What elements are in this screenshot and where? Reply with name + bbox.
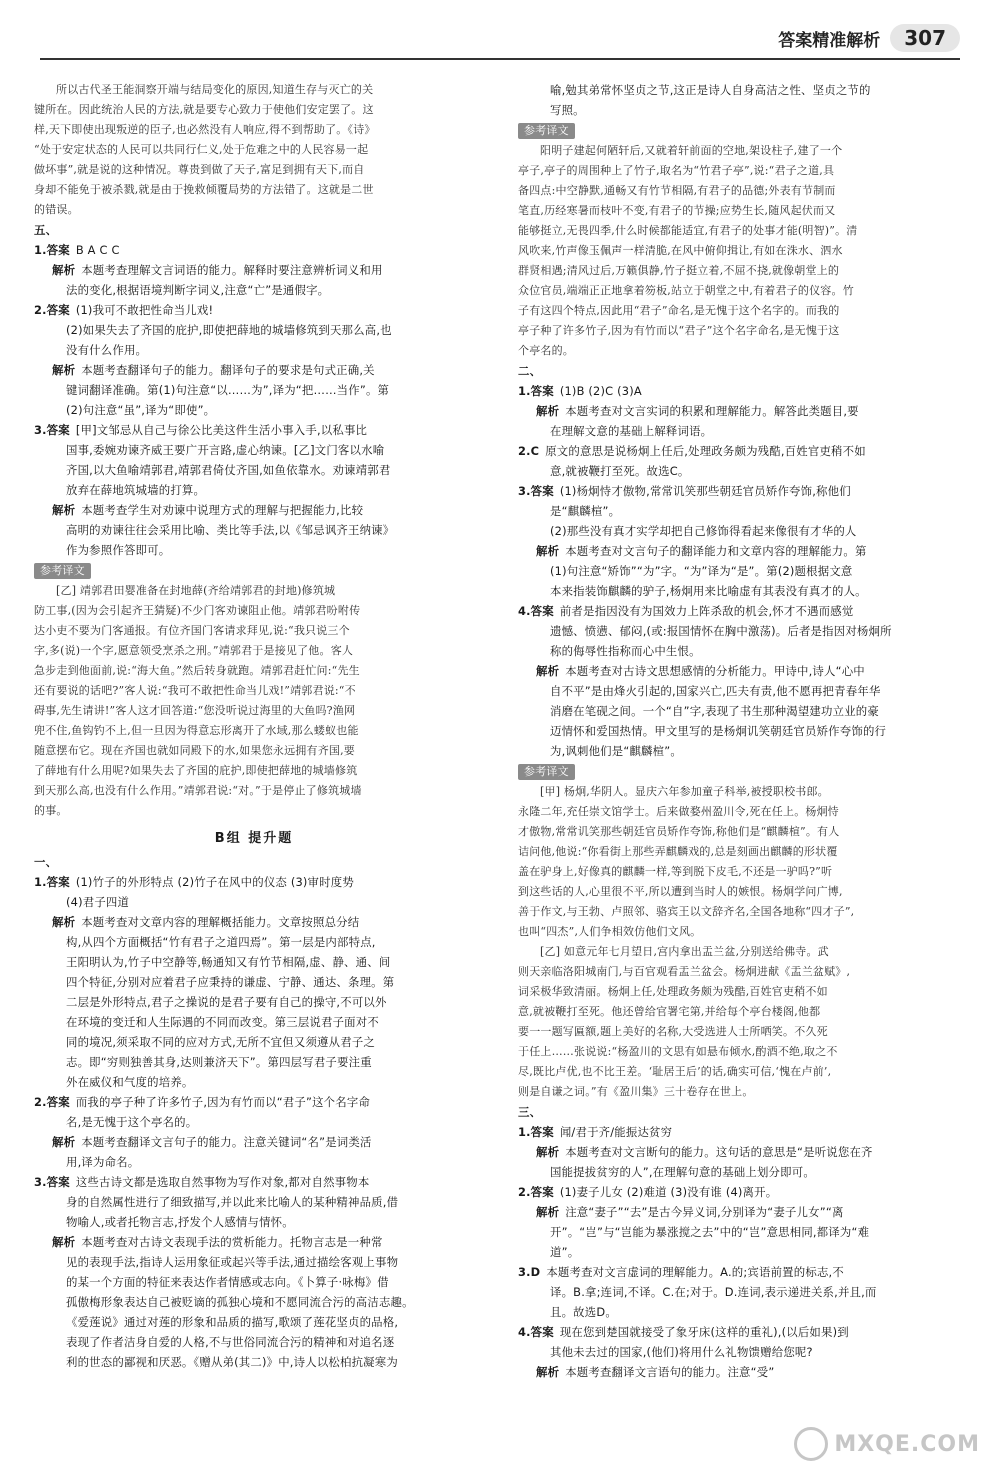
line-text: 前者是指因没有为国效力上阵杀敌的机会,怀才不遇而感觉 [559, 604, 854, 618]
line-text: “处于安定状态的人民可以共同行仁义,处于危难之中的人民容易一起 [34, 143, 369, 156]
text-line [518, 1182, 958, 1202]
line-text: 盖在驴身上,好像真的麒麟一样,等到脱下皮毛,不还是一驴吗?”听 [518, 865, 833, 878]
answer-label: 2.答案 [34, 303, 70, 317]
line-text: 子有这四个特点,因此用“君子”命名,是无愧于这个名字的。而我的 [518, 304, 840, 317]
line-text: 且。故选D。 [550, 1305, 617, 1319]
answer-label: 解析 [52, 263, 76, 277]
text-line [34, 892, 474, 912]
text-line [34, 1352, 474, 1372]
text-line [518, 1102, 958, 1122]
line-text: 阳明子建起何陋轩后,又就着轩前面的空地,架设柱子,建了一个 [540, 144, 843, 157]
line-text: 做坏事”,就是说的这种情况。尊贵到做了天子,富足到拥有天下,而自 [34, 163, 365, 176]
text-line [518, 481, 958, 501]
line-text: (1)B (2)C (3)A [559, 384, 642, 398]
line-text: (1)杨炯恃才傲物,常常讥笑那些朝廷官员矫作夸饰,称他们 [559, 484, 851, 498]
line-text: 键所在。因此统治人民的方法,就是要专心致力于使他们安定罢了。这 [34, 103, 374, 116]
page-number: 307 [890, 24, 960, 52]
text-line [518, 1322, 958, 1342]
line-text: 《爱莲说》通过对莲的形象和品质的描写,歌颂了莲花坚贞的品格, [66, 1315, 399, 1329]
line-text: 要一一题写匾额,题上美好的名称,大受选进人士所哂笑。不久死 [518, 1025, 828, 1038]
text-line [518, 261, 958, 281]
text-line [34, 872, 474, 892]
line-text: 兜不住,鱼钩钓不上,但一旦因为得意忘形离开了水域,那么蝼蚁也能 [34, 724, 359, 737]
answer-label: 3.D [518, 1265, 541, 1279]
text-line [518, 461, 958, 481]
line-text: 的事。 [34, 804, 68, 817]
line-text: 是“麒麟楦”。 [550, 504, 621, 518]
text-line [34, 681, 474, 701]
text-line [34, 781, 474, 801]
text-line [518, 501, 958, 521]
line-text: 到天那么高,也没有什么作用。”靖郭君说:“对。”于是停止了修筑城墙 [34, 784, 362, 797]
line-text: (1)句注意“矫饰”“为”字。“为”译为“是”。第(2)题根据文意 [550, 564, 853, 578]
text-line [518, 361, 958, 381]
text-line [34, 1152, 474, 1172]
answer-label: 2.答案 [518, 1185, 554, 1199]
line-text: 则是自谦之词。”有《盈川集》三十卷存在世上。 [518, 1085, 754, 1098]
line-text: 还有要说的话吧?”客人说:“我可不敢把性命当儿戏!”靖郭君说:“不 [34, 684, 356, 697]
line-text: 备四点:中空静默,通畅又有竹节相隔,有君子的品德;外表有节制而 [518, 184, 836, 197]
text-line [34, 952, 474, 972]
line-text: 尽,既比卢优,也不比王差。‘耻居王后’的话,确实可信,‘愧在卢前’, [518, 1065, 832, 1078]
text-line [518, 1362, 958, 1382]
text-line [34, 972, 474, 992]
line-text: 意,就被鞭打至死。他还曾给官署宅第,并给每个亭台楼阁,他都 [518, 1005, 821, 1018]
line-text: 法的变化,根据语境判断字词义,注意“亡”是通假字。 [66, 283, 330, 297]
text-line [34, 420, 474, 440]
line-text: 王阳明认为,竹子中空静等,畅通知又有竹节相隔,虚、静、通、间 [66, 955, 391, 969]
line-text: 本题考查学生对劝谏中说理方式的理解与把握能力,比较 [81, 503, 364, 517]
text-line [518, 842, 958, 862]
text-line [518, 441, 958, 461]
text-line [518, 561, 958, 581]
text-line [518, 1302, 958, 1322]
line-text: 见的表现手法,指诗人运用象征或起兴等手法,通过描绘客观上事物 [66, 1255, 399, 1269]
text-line [518, 521, 958, 541]
line-text: 身却不能免于被杀戮,就是由于挽救倾覆局势的方法错了。这就是二世 [34, 183, 374, 196]
line-text: 身的自然属性进行了细致描写,并以此来比喻人的某种精神品质,借 [66, 1195, 399, 1209]
answer-label: 3.答案 [518, 484, 554, 498]
text-line [518, 161, 958, 181]
page-header [778, 22, 960, 54]
answer-label: 1.答案 [518, 384, 554, 398]
text-line [34, 200, 474, 220]
text-line [34, 721, 474, 741]
text-line [34, 520, 474, 540]
line-text: 本来指装饰麒麟的驴子,杨炯用来比喻虚有其表没有真才的人。 [550, 584, 867, 598]
answer-label: 4.答案 [518, 1325, 554, 1339]
text-line [518, 942, 958, 962]
answer-label: 解析 [536, 664, 560, 678]
text-line [518, 1282, 958, 1302]
text-line [34, 540, 474, 560]
text-line [34, 932, 474, 952]
line-text: 表现了作者洁身自爱的人格,不与世俗同流合污的精神和对追名逐 [66, 1335, 395, 1349]
text-line [34, 340, 474, 360]
line-text: 开”。“岂”与“岂能为暴涨搅之去”中的“岂”意思相同,都译为“难 [550, 1225, 870, 1239]
line-text: 遗憾、愤懑、郁闷,(或:报国情怀在胸中激荡)。后者是指因对杨炯所 [550, 624, 892, 638]
text-line [34, 300, 474, 320]
answer-label: 解析 [52, 1135, 76, 1149]
text-line [518, 541, 958, 561]
header-divider [40, 58, 960, 60]
line-text: 的错误。 [34, 203, 79, 216]
text-line [518, 1202, 958, 1222]
line-text: (1)竹子的外形特点 (2)竹子在风中的仪态 (3)审时度势 [75, 875, 354, 889]
text-line [518, 201, 958, 221]
line-text: 本题考查对文言句子的翻译能力和文章内容的理解能力。第 [565, 544, 867, 558]
text-line [34, 100, 474, 120]
line-text: 志。即“穷则独善其身,达则兼济天下”。第四层写君子要注重 [66, 1055, 372, 1069]
text-line [34, 1172, 474, 1192]
text-line [518, 1142, 958, 1162]
text-line [518, 1082, 958, 1102]
text-line [34, 601, 474, 621]
text-line [518, 902, 958, 922]
text-line [34, 1052, 474, 1072]
text-line [34, 852, 474, 872]
line-text: (1)妻子儿女 (2)难道 (3)没有谁 (4)离开。 [559, 1185, 778, 1199]
text-line [518, 862, 958, 882]
answer-label: 3.答案 [34, 423, 70, 437]
text-line [34, 701, 474, 721]
line-text: 二、 [518, 364, 542, 378]
line-text: 词采极华致清丽。杨炯上任,处理政务颇为残酷,百姓官吏稍不如 [518, 985, 828, 998]
text-line [34, 1072, 474, 1092]
line-text: 键词翻译准确。第(1)句注意“以……为”,译为“把……当作”。第 [66, 383, 390, 397]
text-line [518, 221, 958, 241]
watermark-logo-icon [794, 1427, 828, 1461]
text-line [34, 581, 474, 601]
text-line [34, 320, 474, 340]
header-title: 答案精准解析 [778, 30, 881, 51]
text-line [34, 1132, 474, 1152]
line-text: 本题考查理解文言词语的能力。解释时要注意辨析词义和用 [81, 263, 383, 277]
text-line [34, 380, 474, 400]
text-line [34, 220, 474, 240]
text-line [34, 460, 474, 480]
text-line [518, 822, 958, 842]
text-line [34, 440, 474, 460]
line-text: 国能提拔贫穷的人”,在理解句意的基础上划分即可。 [550, 1165, 815, 1179]
line-text: 同的境况,须采取不同的应对方式,无所不宜但又须遵从君子之 [66, 1035, 375, 1049]
text-line [518, 741, 958, 761]
line-text: (1)我可不敢把性命当儿戏! [75, 303, 214, 317]
text-line [34, 80, 474, 100]
text-line [518, 1242, 958, 1262]
text-line [34, 661, 474, 681]
line-text: 本题考查对文言断句的能力。这句话的意思是“是听说您在齐 [565, 1145, 873, 1159]
text-line [518, 681, 958, 701]
text-line [518, 1122, 958, 1142]
text-line [34, 1192, 474, 1212]
text-line [518, 100, 958, 120]
text-line [34, 912, 474, 932]
text-line [518, 1342, 958, 1362]
line-text: 到这些话的人,心里很不平,所以遭到当时人的嫉恨。杨炯学问广博, [518, 885, 843, 898]
line-text: [甲] 杨炯,华阴人。显庆六年参加童子科举,被授职校书郎。 [540, 785, 829, 798]
line-text: 放弃在薛地筑城墙的打算。 [66, 483, 206, 497]
line-text: 构,从四个方面概括“竹有君子之道四焉”。第一层是内部特点, [66, 935, 376, 949]
line-text: 达小吏不要为门客通报。有位齐国门客请求拜见,说:“我只说三个 [34, 624, 350, 637]
text-line [518, 1262, 958, 1282]
line-text: 写照。 [550, 103, 585, 117]
text-line [34, 240, 474, 260]
line-text: [乙] 如意元年七月望日,宫内拿出盂兰盆,分别送给佛寺。武 [540, 945, 829, 958]
answer-label: 1.答案 [518, 1125, 554, 1139]
text-line [34, 621, 474, 641]
line-text: (2)句注意“虽”,译为“即使”。 [66, 403, 216, 417]
line-text: 闻/君于齐/能振达贫穷 [559, 1125, 673, 1139]
text-line [518, 802, 958, 822]
text-line [518, 301, 958, 321]
text-line [518, 1062, 958, 1082]
line-text: (2)如果失去了齐国的庇护,即使把薛地的城墙修筑到天那么高,也 [66, 323, 392, 337]
text-line [518, 401, 958, 421]
line-text: 字,多(说)一个字,愿意领受烹杀之刑。”靖郭君于是接见了他。客人 [34, 644, 354, 657]
line-text: (2)那些没有真才实学却把自己修饰得看起来像很有才华的人 [550, 524, 857, 538]
text-line [518, 882, 958, 902]
text-line [518, 661, 958, 681]
answer-label: 3.答案 [34, 1175, 70, 1189]
text-line [518, 782, 958, 802]
line-text: 利的世态的鄙视和厌恶。《赠从弟(其二)》中,诗人以松柏抗凝寒为 [66, 1355, 398, 1369]
line-text: 齐国,以大鱼喻靖郭君,靖郭君倚仗齐国,如鱼依靠水。劝谏靖郭君 [66, 463, 391, 477]
text-line [34, 400, 474, 420]
text-line [34, 1232, 474, 1252]
line-text: 外在威仪和气度的培养。 [66, 1075, 194, 1089]
line-text: 孤傲梅形象表达自己被贬谪的孤独心境和不愿同流合污的高洁志趣。 [66, 1295, 414, 1309]
text-line [34, 801, 474, 821]
line-text: [甲]文邹忌从自己与徐公比美这件生活小事入手,以私事比 [75, 423, 368, 437]
text-line [34, 140, 474, 160]
line-text: 永隆二年,充任崇文馆学士。后来做婺州盈川令,死在任上。杨炯恃 [518, 805, 839, 818]
line-text: 在理解文意的基础上解释词语。 [550, 424, 713, 438]
line-text: 迈情怀和爱国热情。甲文里写的是杨炯讥笑朝廷官员矫作夸饰的行 [550, 724, 887, 738]
left-column [34, 80, 474, 1372]
line-text: 国事,委婉劝谏齐威王要广开言路,虚心纳谏。[乙]文门客以水喻 [66, 443, 385, 457]
badge-row [518, 120, 958, 141]
text-line [518, 1162, 958, 1182]
text-line [518, 141, 958, 161]
line-text: 五、 [34, 223, 58, 237]
reference-translation-badge: 参考译文 [34, 563, 91, 579]
text-line [518, 721, 958, 741]
line-text: 三、 [518, 1105, 542, 1119]
line-text: 自不平”是由烽火引起的,国家兴亡,匹夫有责,他不愿再把青春年华 [550, 684, 881, 698]
line-text: 喻,勉其弟常怀坚贞之节,这正是诗人自身高洁之性、坚贞之节的 [550, 83, 871, 97]
line-text: 本题考查对文言实词的积累和理解能力。解答此类题目,要 [565, 404, 859, 418]
answer-label: 解析 [52, 915, 76, 929]
line-text: 能够挺立,无畏四季,什么时候都能适宜,有君子的处事才能(明智)”。清 [518, 224, 858, 237]
answer-label: 解析 [52, 1235, 76, 1249]
line-text: [乙] 靖郭君田婴准备在封地薛(齐给靖郭君的封地)修筑城 [56, 584, 336, 597]
text-line [518, 381, 958, 401]
line-text: 随意摆布它。现在齐国也就如同殿下的水,如果您永远拥有齐国,要 [34, 744, 355, 757]
line-text: 本题考查对文章内容的理解概括能力。文章按照总分结 [81, 915, 360, 929]
line-text: 现在您到楚国就接受了象牙床(这样的重礼),(以后如果)到 [559, 1325, 849, 1339]
line-text: 而我的亭子种了许多竹子,因为有竹而以“君子”这个名字命 [75, 1095, 371, 1109]
line-text: 个亭名的。 [518, 344, 574, 357]
text-line [34, 1312, 474, 1332]
line-text: 本题考查对古诗文表现手法的赏析能力。托物言志是一种常 [81, 1235, 383, 1249]
right-column [518, 80, 958, 1382]
answer-label: 解析 [52, 363, 76, 377]
text-line [518, 241, 958, 261]
badge-row [34, 560, 474, 581]
text-line [34, 1012, 474, 1032]
answer-label: 1.答案 [34, 875, 70, 889]
answer-label: 2.C [518, 444, 540, 458]
answer-label: 解析 [536, 1145, 560, 1159]
text-line [34, 180, 474, 200]
text-line [34, 1032, 474, 1052]
line-text: 四个特征,分别对应着君子应秉持的谦虚、宁静、通达、条理。第 [66, 975, 395, 989]
line-text: 善于作文,与王勃、卢照邻、骆宾王以文辞齐名,全国各地称“四才子”, [518, 905, 855, 918]
line-text: 名,是无愧于这个亭名的。 [66, 1115, 198, 1129]
line-text: 其他未去过的国家,(他们)将用什么礼物馈赠给您呢? [550, 1345, 813, 1359]
line-text: 也叫“四杰”,人们争相效仿他们文风。 [518, 925, 702, 938]
line-text: 亭子种了许多竹子,因为有竹而以“君子”这个名字命名,是无愧于这 [518, 324, 840, 337]
line-text: 亭子,亭子的周围种上了竹子,取名为“竹君子亭”,说:“君子之道,具 [518, 164, 835, 177]
line-text: 碍事,先生请讲!”客人这才回答道:“您没听说过海里的大鱼吗?渔网 [34, 704, 356, 717]
text-line [518, 601, 958, 621]
line-text: 风吹来,竹声像玉佩声一样清脆,在风中俯仰揖让,有如在洙水、泗水 [518, 244, 843, 257]
line-text: 用,译为命名。 [66, 1155, 140, 1169]
line-text: 诘问他,他说:“你看街上那些弄麒麟戏的,总是刻画出麒麟的形状覆 [518, 845, 838, 858]
text-line [34, 1212, 474, 1232]
badge-row [518, 761, 958, 782]
text-line [34, 1092, 474, 1112]
line-text: 一、 [34, 855, 58, 869]
text-line [34, 480, 474, 500]
line-text: 这些古诗文都是选取自然事物为写作对象,都对自然事物本 [75, 1175, 370, 1189]
text-line [34, 280, 474, 300]
text-line [34, 1272, 474, 1292]
line-text: 则天亲临洛阳城南门,与百官观看盂兰盆会。杨炯进献《盂兰盆赋》, [518, 965, 851, 978]
answer-label: 解析 [536, 1205, 560, 1219]
text-line [34, 1332, 474, 1352]
reference-translation-badge: 参考译文 [518, 764, 575, 780]
answer-label: 解析 [536, 404, 560, 418]
answer-label: 2.答案 [34, 1095, 70, 1109]
text-line [518, 321, 958, 341]
line-text: 为,讽刺他们是“麒麟楦”。 [550, 744, 682, 758]
line-text: 本题考查翻译文言句子的能力。注意关键词“名”是词类活 [81, 1135, 372, 1149]
text-line [518, 181, 958, 201]
line-text: 高明的劝谏往往会采用比喻、类比等手法,以《邹忌讽齐王纳谏》 [66, 523, 395, 537]
line-text: (4)君子四道 [66, 895, 130, 909]
answer-label: 解析 [536, 544, 560, 558]
line-text: 注意“妻子”“去”是古今异义词,分别译为“妻子儿女”“离 [565, 1205, 844, 1219]
watermark-text: MXQE.COM [834, 1431, 980, 1457]
line-text: 所以古代圣王能洞察开端与结局变化的原因,知道生存与灭亡的关 [56, 83, 374, 96]
text-line [518, 80, 958, 100]
text-line [518, 421, 958, 441]
line-text: 本题考查翻译句子的能力。翻译句子的要求是句式正确,关 [81, 363, 375, 377]
text-line [518, 581, 958, 601]
text-line [518, 1042, 958, 1062]
answer-label: 1.答案 [34, 243, 70, 257]
text-line [518, 341, 958, 361]
line-text: 消磨在笔砚之间。一个“自”字,表现了书生那种渴望建功立业的豪 [550, 704, 879, 718]
text-line [518, 922, 958, 942]
text-line [518, 621, 958, 641]
text-line [518, 982, 958, 1002]
text-line [34, 992, 474, 1012]
text-line [518, 701, 958, 721]
line-text: 二层是外形特点,君子之操说的是君子要有自己的操守,不可以外 [66, 995, 387, 1009]
text-line [518, 1002, 958, 1022]
line-text: 物喻人,或者托物言志,抒发个人感情与情怀。 [66, 1215, 294, 1229]
answer-label: 4.答案 [518, 604, 554, 618]
line-text: 作为参照作答即可。 [66, 543, 171, 557]
line-text: 译。B.拿;连词,不译。C.在;对于。D.连词,表示递进关系,并且,而 [550, 1285, 877, 1299]
text-line [518, 962, 958, 982]
line-text: 众位官员,端端正正地拿着笏板,站立于朝堂之中,有着君子的仪容。竹 [518, 284, 854, 297]
line-text: 样,天下即使出现叛逆的臣子,也必然没有人响应,得不到帮助了。《诗》 [34, 123, 376, 136]
line-text: 了薛地有什么用呢?如果失去了齐国的庇护,即使把薛地的城墙修筑 [34, 764, 358, 777]
text-line [34, 1292, 474, 1312]
answer-label: 解析 [52, 503, 76, 517]
reference-translation-badge: 参考译文 [518, 123, 575, 139]
text-line [34, 120, 474, 140]
text-line [34, 1112, 474, 1132]
text-line [34, 761, 474, 781]
text-line [34, 641, 474, 661]
line-text: 本题考查对古诗文思想感情的分析能力。甲诗中,诗人“心中 [565, 664, 865, 678]
line-text: 防工事,(因为会引起齐王猜疑)不少门客劝谏阻止他。靖郭君吩咐传 [34, 604, 361, 617]
text-line [518, 641, 958, 661]
answer-label: 解析 [536, 1365, 560, 1379]
text-line [34, 360, 474, 380]
text-line [34, 500, 474, 520]
line-text: 笔直,历经寒暑而枝叶不变,有君子的节操;应势生长,随风起伏而又 [518, 204, 836, 217]
text-line [34, 741, 474, 761]
line-text: 于任上……张说说:“杨盈川的文思有如悬布倾水,酌酒不绝,取之不 [518, 1045, 838, 1058]
line-text: 原文的意思是说杨炯上任后,处理政务颇为残酷,百姓官吏稍不如 [545, 444, 866, 458]
watermark [794, 1427, 980, 1461]
line-text: 在环境的变迁和人生际遇的不同而改变。第三层说君子面对不 [66, 1015, 379, 1029]
line-text: 称的侮辱性指称而心中生恨。 [550, 644, 701, 658]
line-text: 才傲物,常常讥笑那些朝廷官员矫作夸饰,称他们是“麒麟楦”。有人 [518, 825, 840, 838]
text-line [34, 1252, 474, 1272]
line-text: B A C C [75, 243, 120, 257]
line-text: 本题考查对文言虚词的理解能力。A.的;宾语前置的标志,不 [546, 1265, 844, 1279]
group-heading: B组 提升题 [214, 831, 294, 846]
line-text: 急步走到他面前,说:“海大鱼。”然后转身就跑。靖郭君赶忙问:“先生 [34, 664, 360, 677]
text-line [518, 281, 958, 301]
line-text: 道”。 [550, 1245, 580, 1259]
line-text: 群贤相遇;清风过后,万籁俱静,竹子挺立着,不屈不挠,就像朝堂上的 [518, 264, 840, 277]
text-line [518, 1222, 958, 1242]
text-line [34, 160, 474, 180]
text-line [518, 1022, 958, 1042]
line-text: 的某一个方面的特征来表达作者情感或志向。《卜算子·咏梅》借 [66, 1275, 389, 1289]
text-line [34, 260, 474, 280]
line-text: 没有什么作用。 [66, 343, 148, 357]
line-text: 意,就被鞭打至死。故选C。 [550, 464, 690, 478]
line-text: 本题考查翻译文言语句的能力。注意“受” [565, 1365, 775, 1379]
